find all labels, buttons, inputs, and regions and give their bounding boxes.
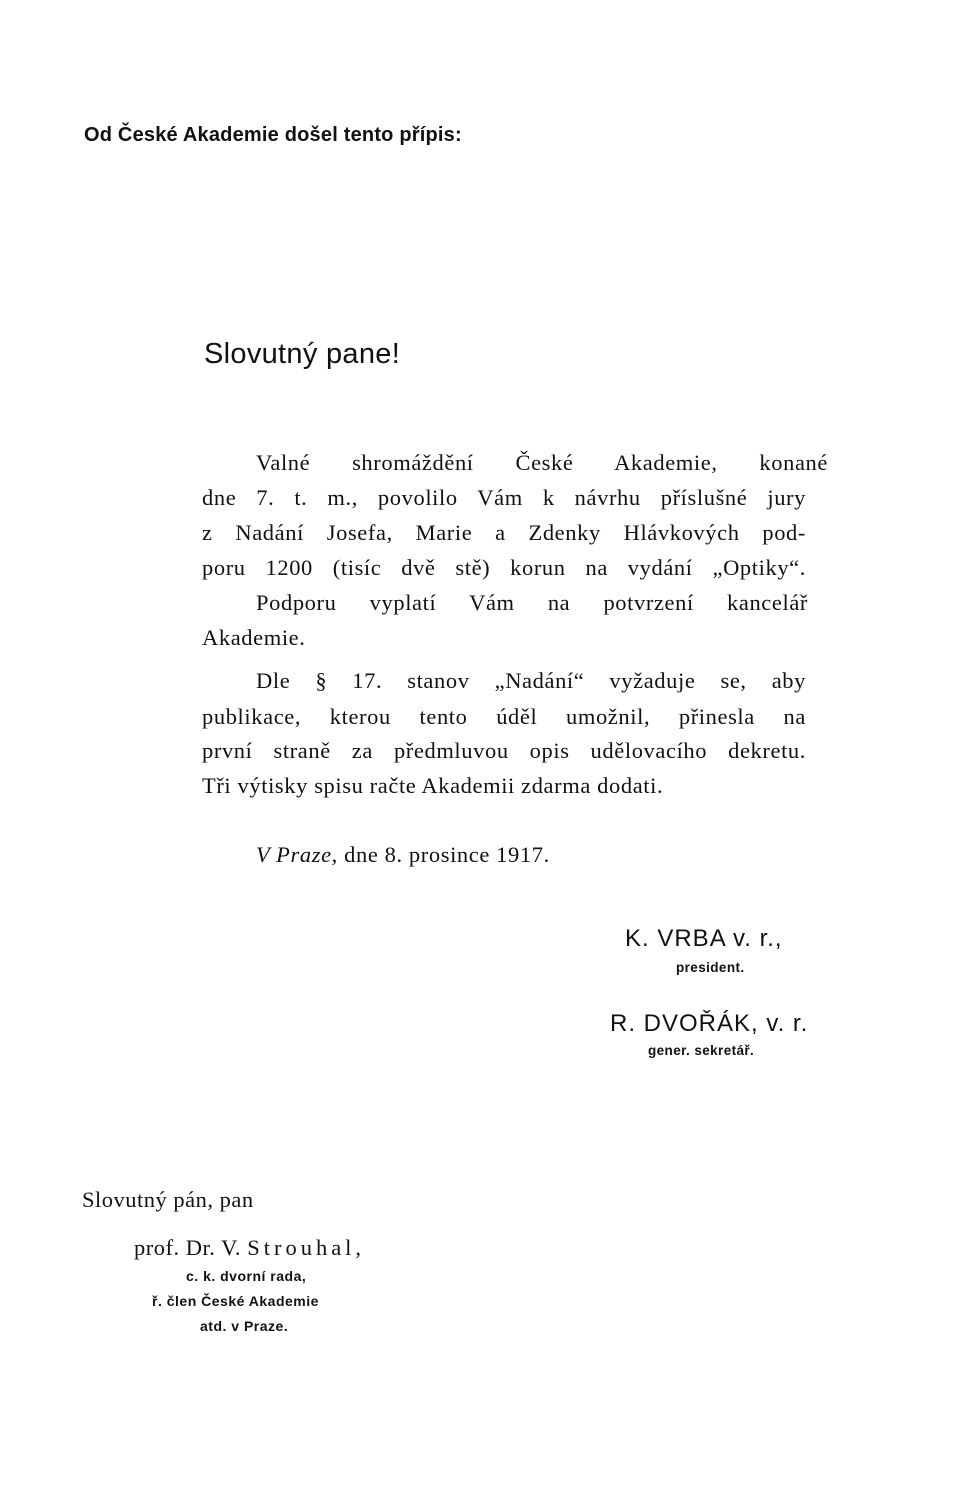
paragraph-1-line-6: Akademie.	[202, 625, 306, 650]
signature-secretary-name: R. DVOŘÁK, v. r.	[610, 1010, 809, 1037]
paragraph-1-line-2: dne 7. t. m., povolilo Vám k návrhu příslušné jury	[202, 485, 806, 510]
address-line-3: atd. v Praze.	[200, 1318, 289, 1334]
place-date	[256, 842, 550, 868]
paragraph-2-line-2: publikace, kterou tento úděl umožnil, přinesla na	[202, 704, 806, 729]
paragraph-2-line-3: první straně za předmluvou opis udělovacího dekretu.	[202, 738, 806, 763]
address-line-1: c. k. dvorní rada,	[186, 1268, 307, 1284]
paragraph-2-line-4: Tři výtisky spisu račte Akademii zdarma dodati.	[202, 773, 664, 798]
address-name-prefix: prof. Dr. V.	[134, 1235, 242, 1260]
paragraph-1-line-1: Valné shromáždění České Akademie, konané	[256, 450, 828, 475]
paragraph-1-line-3: z Nadání Josefa, Marie a Zdenky Hlávkových pod-	[202, 520, 806, 545]
address-line-2: ř. člen České Akademie	[152, 1293, 319, 1309]
signature-president-name: K. VRBA v. r.,	[625, 925, 783, 952]
place: V Praze,	[256, 842, 338, 867]
letter-salutation: Slovutný pane!	[204, 338, 401, 370]
signature-secretary-role: gener. sekretář.	[648, 1043, 755, 1058]
paragraph-1-line-5: Podporu vyplatí Vám na potvrzení kancelář	[256, 590, 808, 615]
paragraph-2-line-1: Dle § 17. stanov „Nadání“ vyžaduje se, aby	[256, 668, 806, 693]
address-name-surname: Strouhal,	[247, 1235, 366, 1260]
document-header: Od České Akademie došel tento přípis:	[84, 124, 462, 146]
address-name	[134, 1235, 365, 1261]
paragraph-1-line-4: poru 1200 (tisíc dvě stě) korun na vydání „Optiky“.	[202, 555, 806, 580]
date: dne 8. prosince 1917.	[344, 842, 550, 867]
address-salutation: Slovutný pán, pan	[82, 1187, 254, 1212]
signature-president-role: president.	[676, 960, 745, 975]
